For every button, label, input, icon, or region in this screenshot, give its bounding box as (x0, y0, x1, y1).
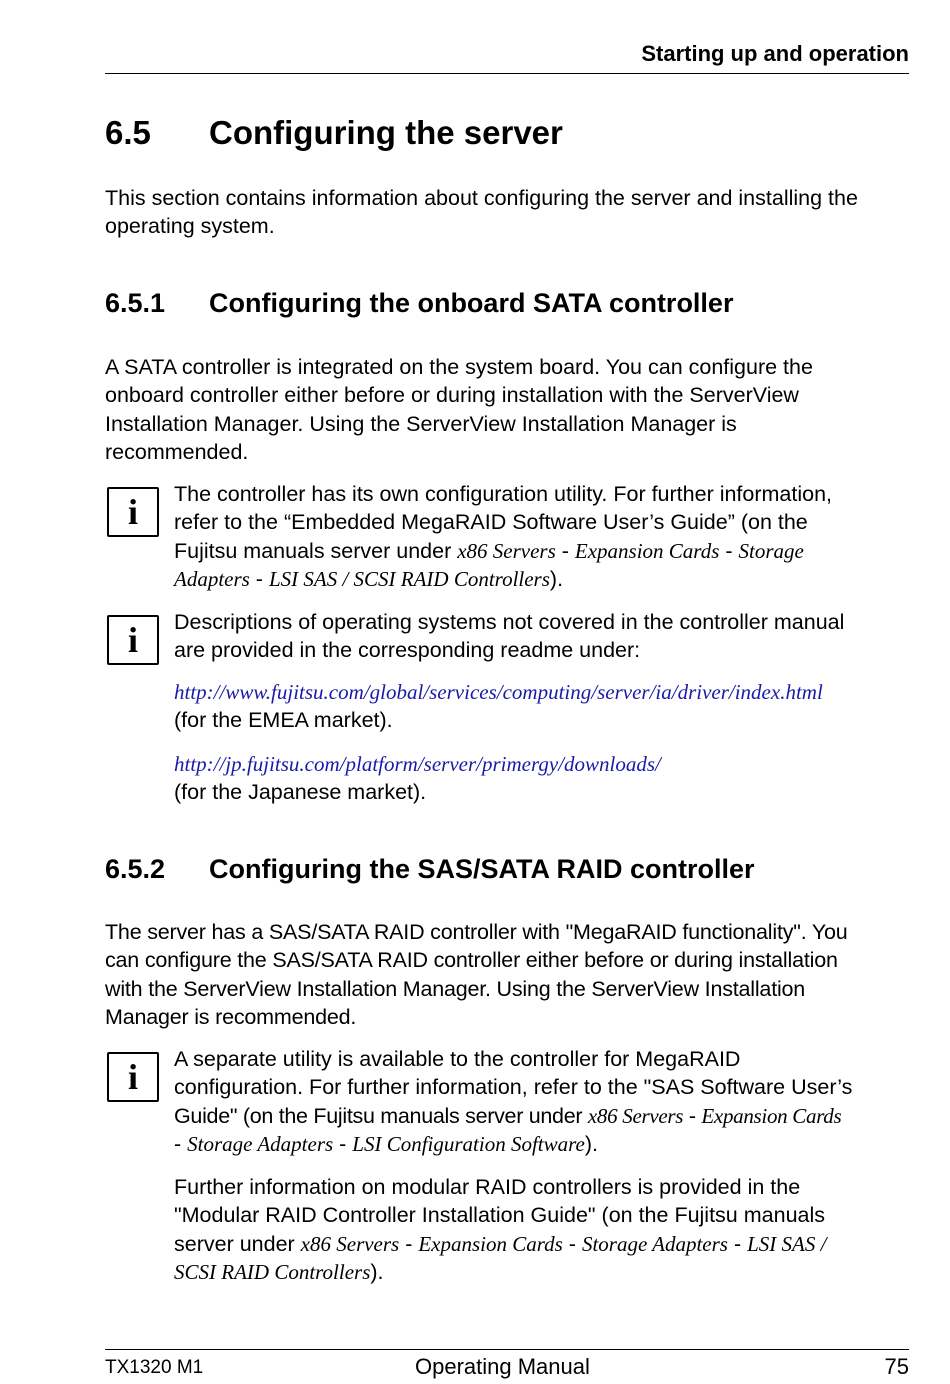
text-line: This section contains information about configuring the server and installing the (105, 186, 858, 210)
info-icon: i (107, 487, 159, 537)
path-separator: - (719, 538, 739, 563)
menu-path: LSI Configuration Software (352, 1132, 585, 1157)
menu-path: x86 Servers (457, 538, 556, 563)
text-line: configuration. For further information, refer to the "SAS Software User’s (174, 1075, 853, 1100)
subsection-title: Configuring the onboard SATA controller (209, 288, 734, 318)
text-line: with the ServerView Installation Manager. Using the ServerView Installation (105, 976, 806, 1001)
text-line (174, 1258, 826, 1286)
menu-path: Expansion Cards (701, 1103, 842, 1128)
text-line (174, 1230, 826, 1258)
text-run: ). (370, 1260, 384, 1285)
text-line: can configure the SAS/SATA RAID controller either before or during installation (105, 948, 838, 973)
page-number: 75 (884, 1354, 909, 1379)
text-line: A separate utility is available to the controller for MegaRAID (174, 1047, 741, 1071)
subsection-heading-1 (105, 288, 733, 319)
text-line: Descriptions of operating systems not covered in the controller manual (174, 610, 845, 634)
section-intro (105, 184, 858, 241)
footer-model: TX1320 M1 (105, 1357, 204, 1378)
text-line: are provided in the corresponding readme under: (174, 638, 641, 663)
subsection-number: 6.5.2 (105, 854, 166, 884)
section-number: 6.5 (105, 114, 151, 151)
further-info-paragraph (174, 1173, 826, 1287)
text-line: "Modular RAID Controller Installation Guide" (on the Fujitsu manuals (174, 1203, 826, 1228)
text-line: Manager is recommended. (105, 1005, 357, 1030)
text-line (174, 1102, 852, 1130)
info-note (174, 1045, 852, 1159)
text-line: Further information on modular RAID controllers is provided in the (174, 1175, 801, 1199)
menu-path: Storage Adapters (187, 1132, 334, 1157)
path-separator: - (683, 1103, 702, 1128)
path-separator: - (727, 1231, 748, 1256)
text-run: ). (549, 567, 564, 592)
subsection-number: 6.5.1 (105, 288, 166, 318)
text-line: operating system. (105, 214, 275, 239)
text-line: The server has a SAS/SATA RAID controller with "MegaRAID functionality". You (105, 920, 848, 944)
running-header: Starting up and operation (641, 41, 909, 66)
menu-path: Expansion Cards (574, 538, 720, 563)
text-run: ). (584, 1132, 599, 1157)
info-icon: i (107, 1052, 159, 1102)
subsection-title: Configuring the SAS/SATA RAID controller (209, 854, 755, 884)
text-run: Fujitsu manuals server under (174, 538, 458, 563)
footer-document-title: Operating Manual (415, 1354, 590, 1379)
path-separator: - (399, 1231, 419, 1256)
menu-path: x86 Servers (587, 1103, 684, 1128)
path-separator: - (249, 567, 269, 592)
subsection-paragraph (105, 353, 813, 467)
footer-rule (105, 1349, 909, 1350)
path-separator: - (562, 1231, 582, 1256)
driver-link-japan[interactable]: http://jp.fujitsu.com/platform/server/primergy/downloads/ (174, 752, 661, 776)
link-block-japan (174, 750, 661, 807)
info-icon: i (107, 615, 159, 665)
subsection-paragraph (105, 918, 848, 1032)
text-line: recommended. (105, 440, 249, 465)
text-line: (for the Japanese market). (174, 780, 427, 805)
text-line (174, 537, 832, 565)
text-line: refer to the “Embedded MegaRAID Software User’s Guide” (on the (174, 510, 808, 535)
text-line: A SATA controller is integrated on the system board. You can configure the (105, 355, 813, 379)
section-title: Configuring the server (209, 114, 563, 151)
driver-link-emea[interactable]: http://www.fujitsu.com/global/services/computing/server/ia/driver/index.html (174, 680, 823, 704)
header-rule (105, 73, 909, 74)
info-note (174, 480, 832, 594)
menu-path: Expansion Cards (418, 1231, 563, 1256)
menu-path: SCSI RAID Controllers (174, 1260, 371, 1285)
info-note (174, 608, 844, 665)
menu-path: x86 Servers (300, 1231, 400, 1256)
text-run: Guide" (on the Fujitsu manuals server under (174, 1103, 588, 1128)
path-separator: - (333, 1132, 353, 1157)
menu-path: Storage Adapters (581, 1231, 728, 1256)
text-line: Installation Manager. Using the ServerView Installation Manager is (105, 411, 737, 436)
text-line: onboard controller either before or during installation with the ServerView (105, 383, 799, 408)
link-block-emea (174, 678, 823, 735)
section-heading (105, 114, 563, 152)
text-line (174, 565, 832, 593)
path-separator: - (174, 1132, 188, 1157)
menu-path: LSI SAS / SCSI RAID Controllers (268, 567, 550, 592)
menu-path: LSI SAS / (747, 1231, 827, 1256)
text-line (174, 1130, 852, 1158)
text-line: (for the EMEA market). (174, 708, 393, 733)
text-line: The controller has its own configuration utility. For further information, (174, 482, 833, 506)
subsection-heading-2 (105, 854, 754, 885)
menu-path: Adapters (174, 567, 250, 592)
path-separator: - (555, 538, 575, 563)
menu-path: Storage (738, 538, 804, 563)
text-run: server under (174, 1231, 301, 1256)
